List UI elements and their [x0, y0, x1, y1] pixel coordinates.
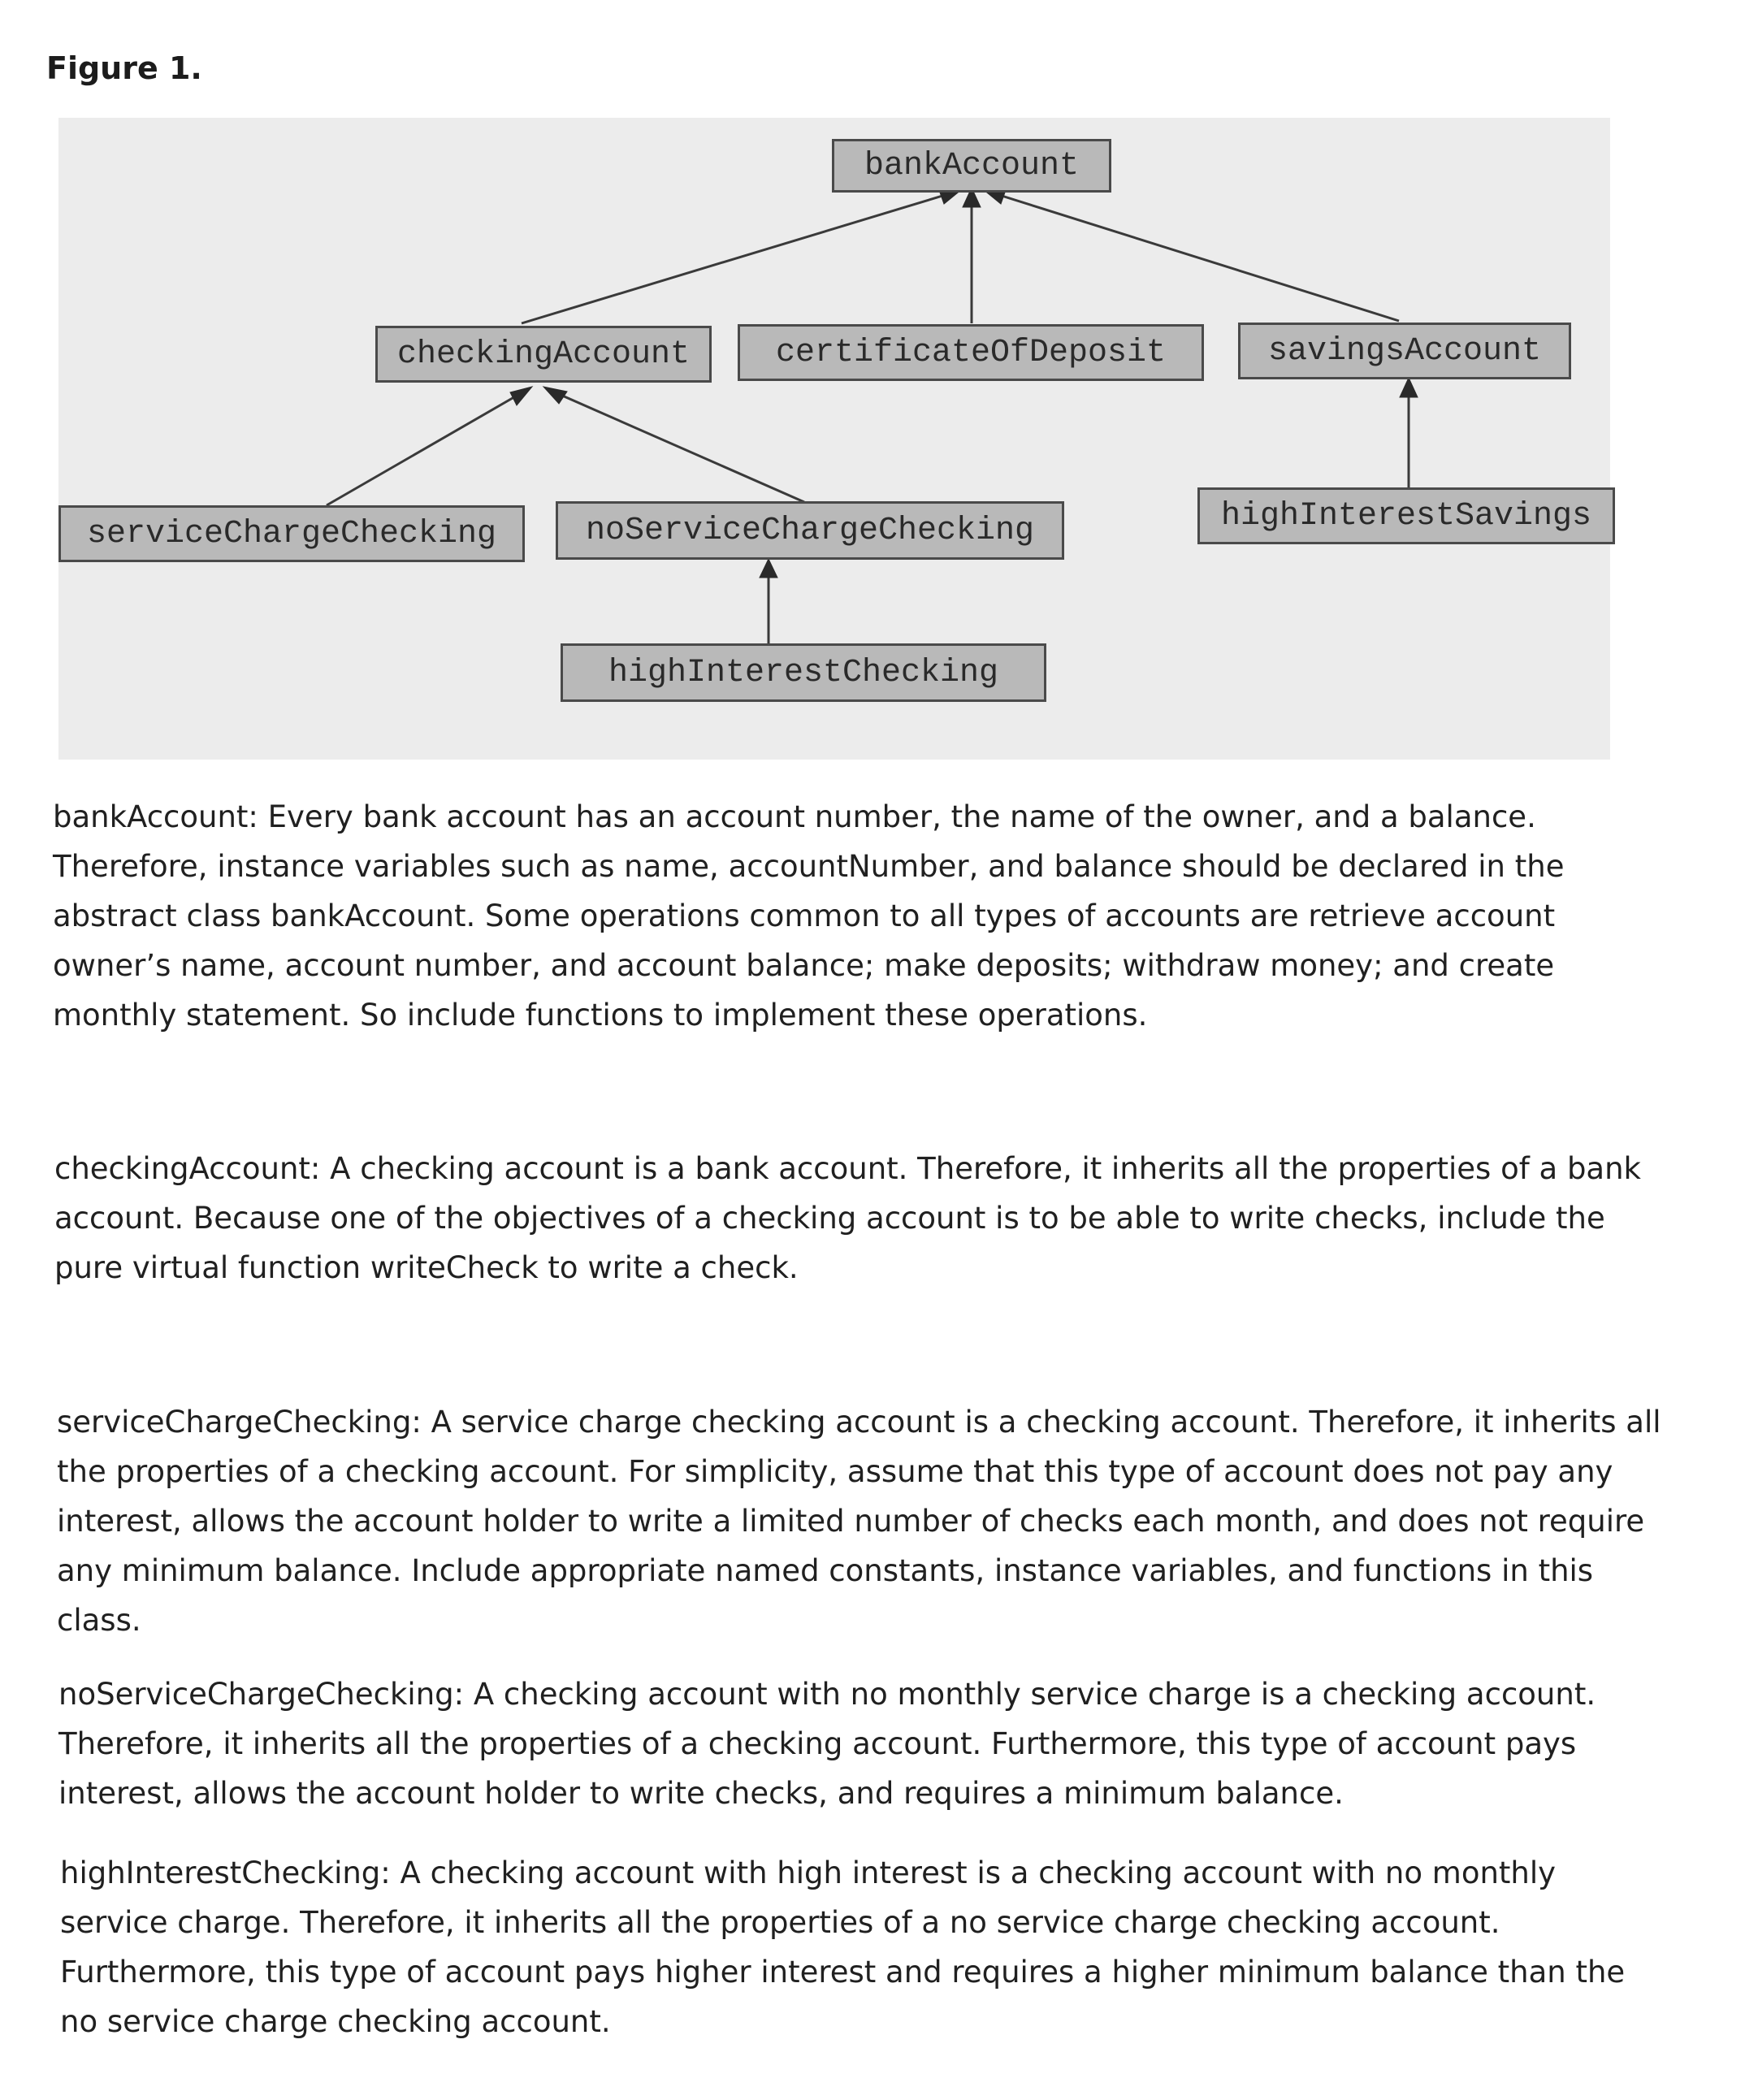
description-highinterestchecking: highInterestChecking: A checking account with high interest is a checking account with no monthly service charge. Therefore, it inherits all the properties of a no service charge checking account. Furthermore, this type of account pays higher interest and requires a higher minimum balance than the no service charge checking account. — [60, 1855, 1626, 2039]
class-box-savingsaccount: savingsAccount — [1238, 323, 1571, 379]
class-box-checkingaccount: checkingAccount — [375, 326, 712, 383]
class-box-servicechargechecking: serviceChargeChecking — [58, 505, 525, 562]
edge-servicecharge-to-checking — [327, 389, 528, 505]
figure-label: Figure 1. — [46, 50, 202, 86]
description-checkingaccount: checkingAccount: A checking account is a bank account. Therefore, it inherits all the properties of a bank account. Because one of the objectives of a checking account is to be able to write checks, include the pure virtual function writeCheck to write a check. — [54, 1151, 1641, 1285]
class-box-highinterestchecking: highInterestChecking — [561, 643, 1046, 702]
arrowhead-checking-right — [543, 387, 567, 404]
edge-noservicecharge-to-checking — [548, 389, 804, 502]
class-hierarchy-diagram — [58, 118, 1610, 760]
arrowhead-savings — [1400, 378, 1418, 397]
edge-savings-to-bank — [986, 191, 1399, 321]
arrowhead-checking-left — [510, 387, 532, 405]
description-noservicechargechecking: noServiceChargeChecking: A checking account with no monthly service charge is a checking account. Therefore, it inherits all the properties of a checking account. Furthermore, this type of account pays interest, allows the account holder to write checks, and requires a minimum balance. — [58, 1677, 1596, 1811]
class-box-highinterestsavings: highInterestSavings — [1197, 487, 1615, 544]
description-bankaccount: bankAccount: Every bank account has an account number, the name of the owner, and a balance. Therefore, instance variables such as name, accountNumber, and balance should be declared in the abstract class bankAccount. Some operations common to all types of accounts are retrieve account owner’s name, account number, and account balance; make deposits; withdraw money; and create monthly statement. So include functions to implement these operations. — [53, 799, 1565, 1033]
edge-checking-to-bank — [522, 191, 959, 323]
class-box-bankaccount: bankAccount — [832, 139, 1111, 193]
description-servicechargechecking: serviceChargeChecking: A service charge checking account is a checking account. Therefore, it inherits all the properties of a checking account. For simplicity, assume that this type of account does not pay any interest, allows the account holder to write a limited number of checks each month, and does not require any minimum balance. Include appropriate named constants, instance variables, and functions in this class. — [57, 1405, 1661, 1638]
arrowhead-noservicecharge — [760, 559, 777, 578]
class-box-noservicechargechecking: noServiceChargeChecking — [556, 501, 1064, 560]
class-box-certificateofdeposit: certificateOfDeposit — [738, 324, 1204, 381]
